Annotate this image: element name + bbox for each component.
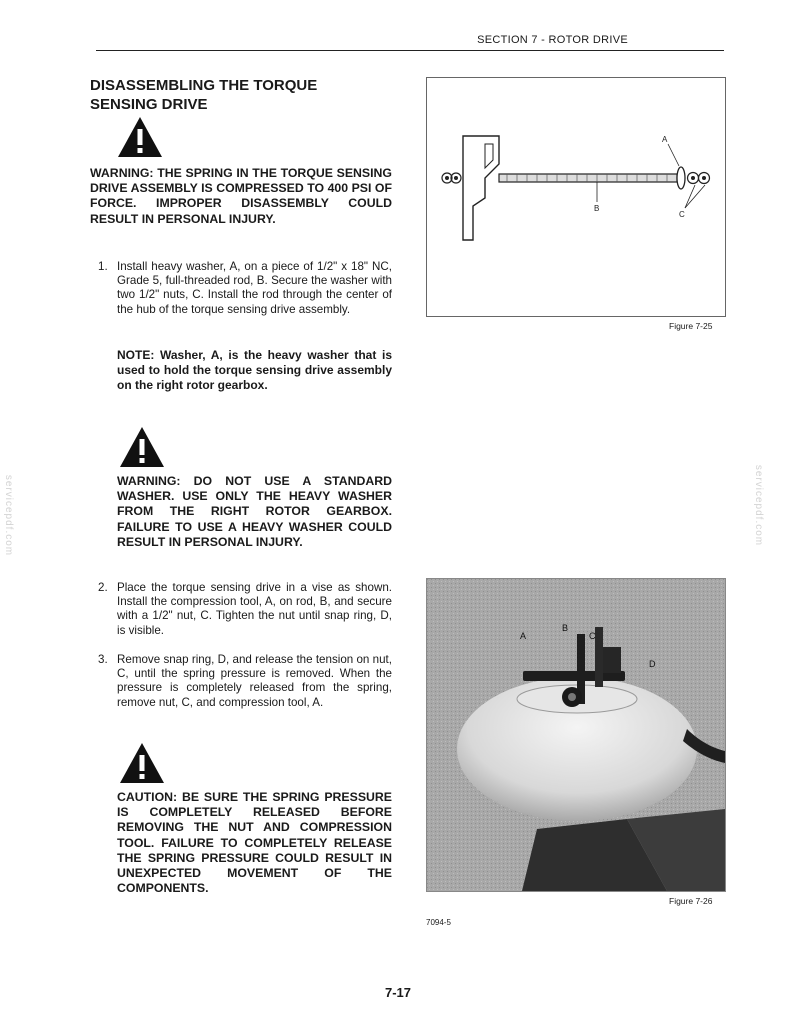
- label-d: D: [649, 659, 656, 669]
- torque-drive-photo: [427, 579, 725, 891]
- figure-7-25-diagram: [426, 77, 726, 317]
- step-2-number: 2.: [98, 581, 108, 594]
- warning-standard-washer: WARNING: DO NOT USE A STANDARD WASHER. USE ONLY THE HEAVY WASHER FROM THE RIGHT ROTOR GEARBOX. FAILURE TO USE A HEAVY WASHER COULD RESULT IN PERSONAL INJURY.: [117, 474, 392, 549]
- warning-triangle-icon: [119, 426, 165, 468]
- rod-washer-drawing: [427, 78, 725, 316]
- step-3: [98, 653, 392, 710]
- label-c: C: [679, 210, 685, 219]
- right-watermark: servicepdf.com: [753, 464, 765, 547]
- figure-7-26-code: 7094-5: [426, 918, 451, 927]
- label-c: C: [589, 631, 596, 641]
- left-watermark: servicepdf.com: [3, 474, 15, 557]
- warning-triangle-icon: [117, 116, 163, 158]
- header-rule: [96, 50, 724, 51]
- step-3-text: Remove snap ring, D, and release the tension on nut, C, until the spring pressure is removed. When the pressure is completely released from the spring, remove nut, C, and compression tool, A.: [117, 653, 392, 709]
- label-a: A: [662, 135, 668, 144]
- step-2: [98, 581, 392, 638]
- section-heading: [90, 76, 350, 114]
- step-1: [98, 260, 392, 317]
- label-b: B: [562, 623, 569, 633]
- note-heavy-washer: NOTE: Washer, A, is the heavy washer that is used to hold the torque sensing drive assembly on the right rotor gearbox.: [117, 348, 392, 392]
- warning-spring-compressed: WARNING: THE SPRING IN THE TORQUE SENSING DRIVE ASSEMBLY IS COMPRESSED TO 400 PSI OF FORCE. IMPROPER DISASSEMBLY COULD RESULT IN PERSONAL INJURY.: [90, 166, 392, 226]
- figure-7-26-caption: Figure 7-26: [669, 896, 713, 906]
- label-b: B: [594, 204, 600, 213]
- heading-line-1: DISASSEMBLING THE TORQUE: [90, 77, 318, 94]
- label-a: A: [520, 631, 527, 641]
- section-header: SECTION 7 - ROTOR DRIVE: [477, 34, 628, 46]
- step-2-text: Place the torque sensing drive in a vise as shown. Install the compression tool, A, on rod, B, and secure with a 1/2" nut, C. Tighten the nut until snap ring, D, is visible.: [117, 581, 392, 637]
- step-3-number: 3.: [98, 653, 108, 666]
- figure-7-25-caption: Figure 7-25: [669, 321, 713, 331]
- step-1-text: Install heavy washer, A, on a piece of 1/2" x 18" NC, Grade 5, full-threaded rod, B. Secure the washer with two 1/2" nuts, C. Install the rod through the center of the hub of the torque sensing drive assembly.: [117, 260, 392, 316]
- figure-7-26-photo: [426, 578, 726, 892]
- step-1-number: 1.: [98, 260, 108, 273]
- heading-line-2: SENSING DRIVE: [90, 96, 208, 113]
- caution-spring-pressure: CAUTION: BE SURE THE SPRING PRESSURE IS COMPLETELY RELEASED BEFORE REMOVING THE NUT AND COMPRESSION TOOL. FAILURE TO COMPLETELY RELEASE THE SPRING PRESSURE COULD RESULT IN UNEXPECTED MOVEMENT OF THE COMPONENTS.: [117, 790, 392, 896]
- warning-triangle-icon: [119, 742, 165, 784]
- page-number: 7-17: [385, 985, 412, 1000]
